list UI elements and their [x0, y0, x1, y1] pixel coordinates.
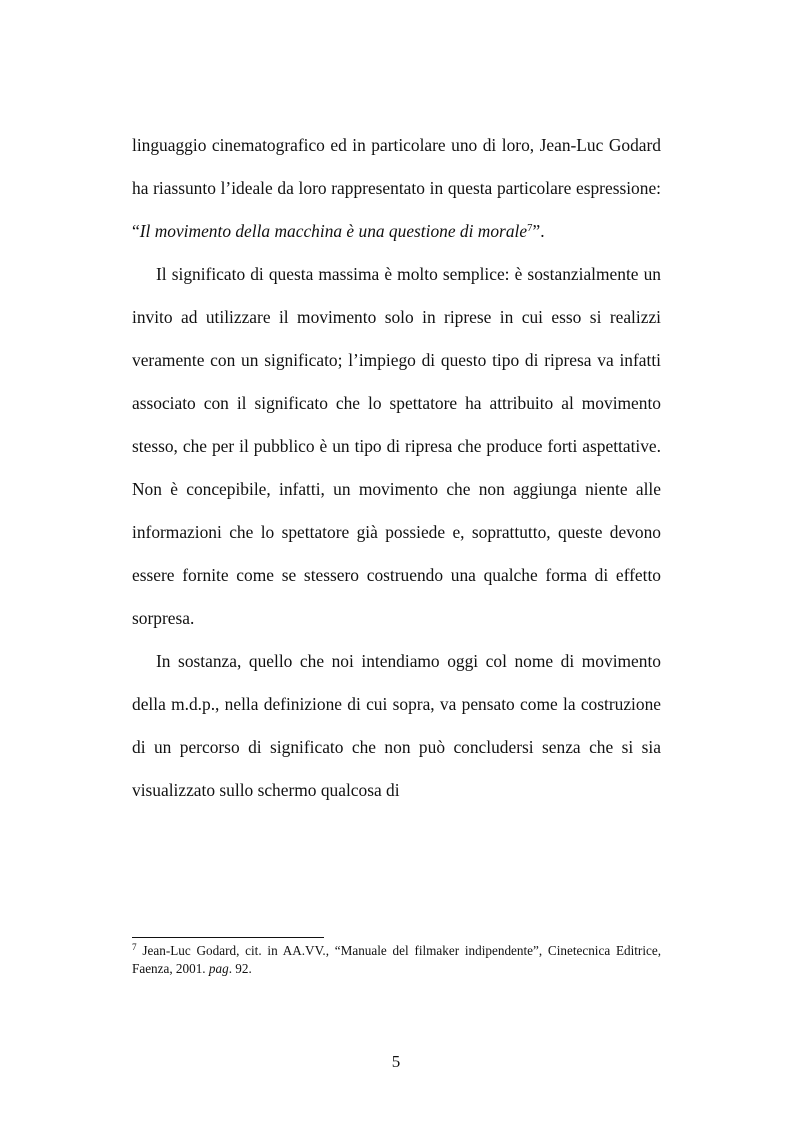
footnote-text-end: . 92.	[228, 961, 252, 976]
footnote-text-start: Jean-Luc Godard, cit. in AA.VV., “Manuale del filmaker indipendente”, Cinetecnica Editrice, Faenza, 2001.	[132, 943, 661, 976]
page-number: 5	[391, 1052, 401, 1071]
paragraph-1-text-start: linguaggio cinematografico ed in particolare uno di loro, Jean-Luc Godard ha riassunto l’ideale da loro rappresentato in questa particolare espressione: “	[132, 135, 661, 241]
footnote	[132, 942, 661, 978]
godard-quote: Il movimento della macchina è una questione di morale	[139, 221, 528, 241]
paragraph-2: Il significato di questa massima è molto semplice: è sostanzialmente un invito ad utilizzare il movimento solo in riprese in cui esso si realizzi veramente con un significato; l’impiego di questo tipo di ripresa va infatti associato con il significato che lo spettatore ha attribuito al movimento stesso, che per il pubblico è un tipo di ripresa che produce forti aspettative. Non è concepibile, infatti, un movimento che non aggiunga niente alle informazioni che lo spettatore già possiede e, soprattutto, queste devono essere fornite come se stessero costruendo una qualche forma di effetto sorpresa.	[132, 264, 661, 628]
footnote-reference: 7	[527, 222, 533, 235]
footnote-page-abbrev: pag	[208, 961, 229, 976]
paragraph-3: In sostanza, quello che noi intendiamo oggi col nome di movimento della m.d.p., nella definizione di cui sopra, va pensato come la costruzione di un percorso di significato che non può concludersi senza che si sia visualizzato sullo schermo qualcosa di	[132, 651, 661, 800]
footnote-divider	[132, 937, 324, 938]
paragraph-1	[132, 124, 661, 253]
body-text	[132, 124, 661, 812]
paragraph-1-text-end: ”.	[532, 221, 545, 241]
footnote-number: 7	[132, 941, 137, 952]
